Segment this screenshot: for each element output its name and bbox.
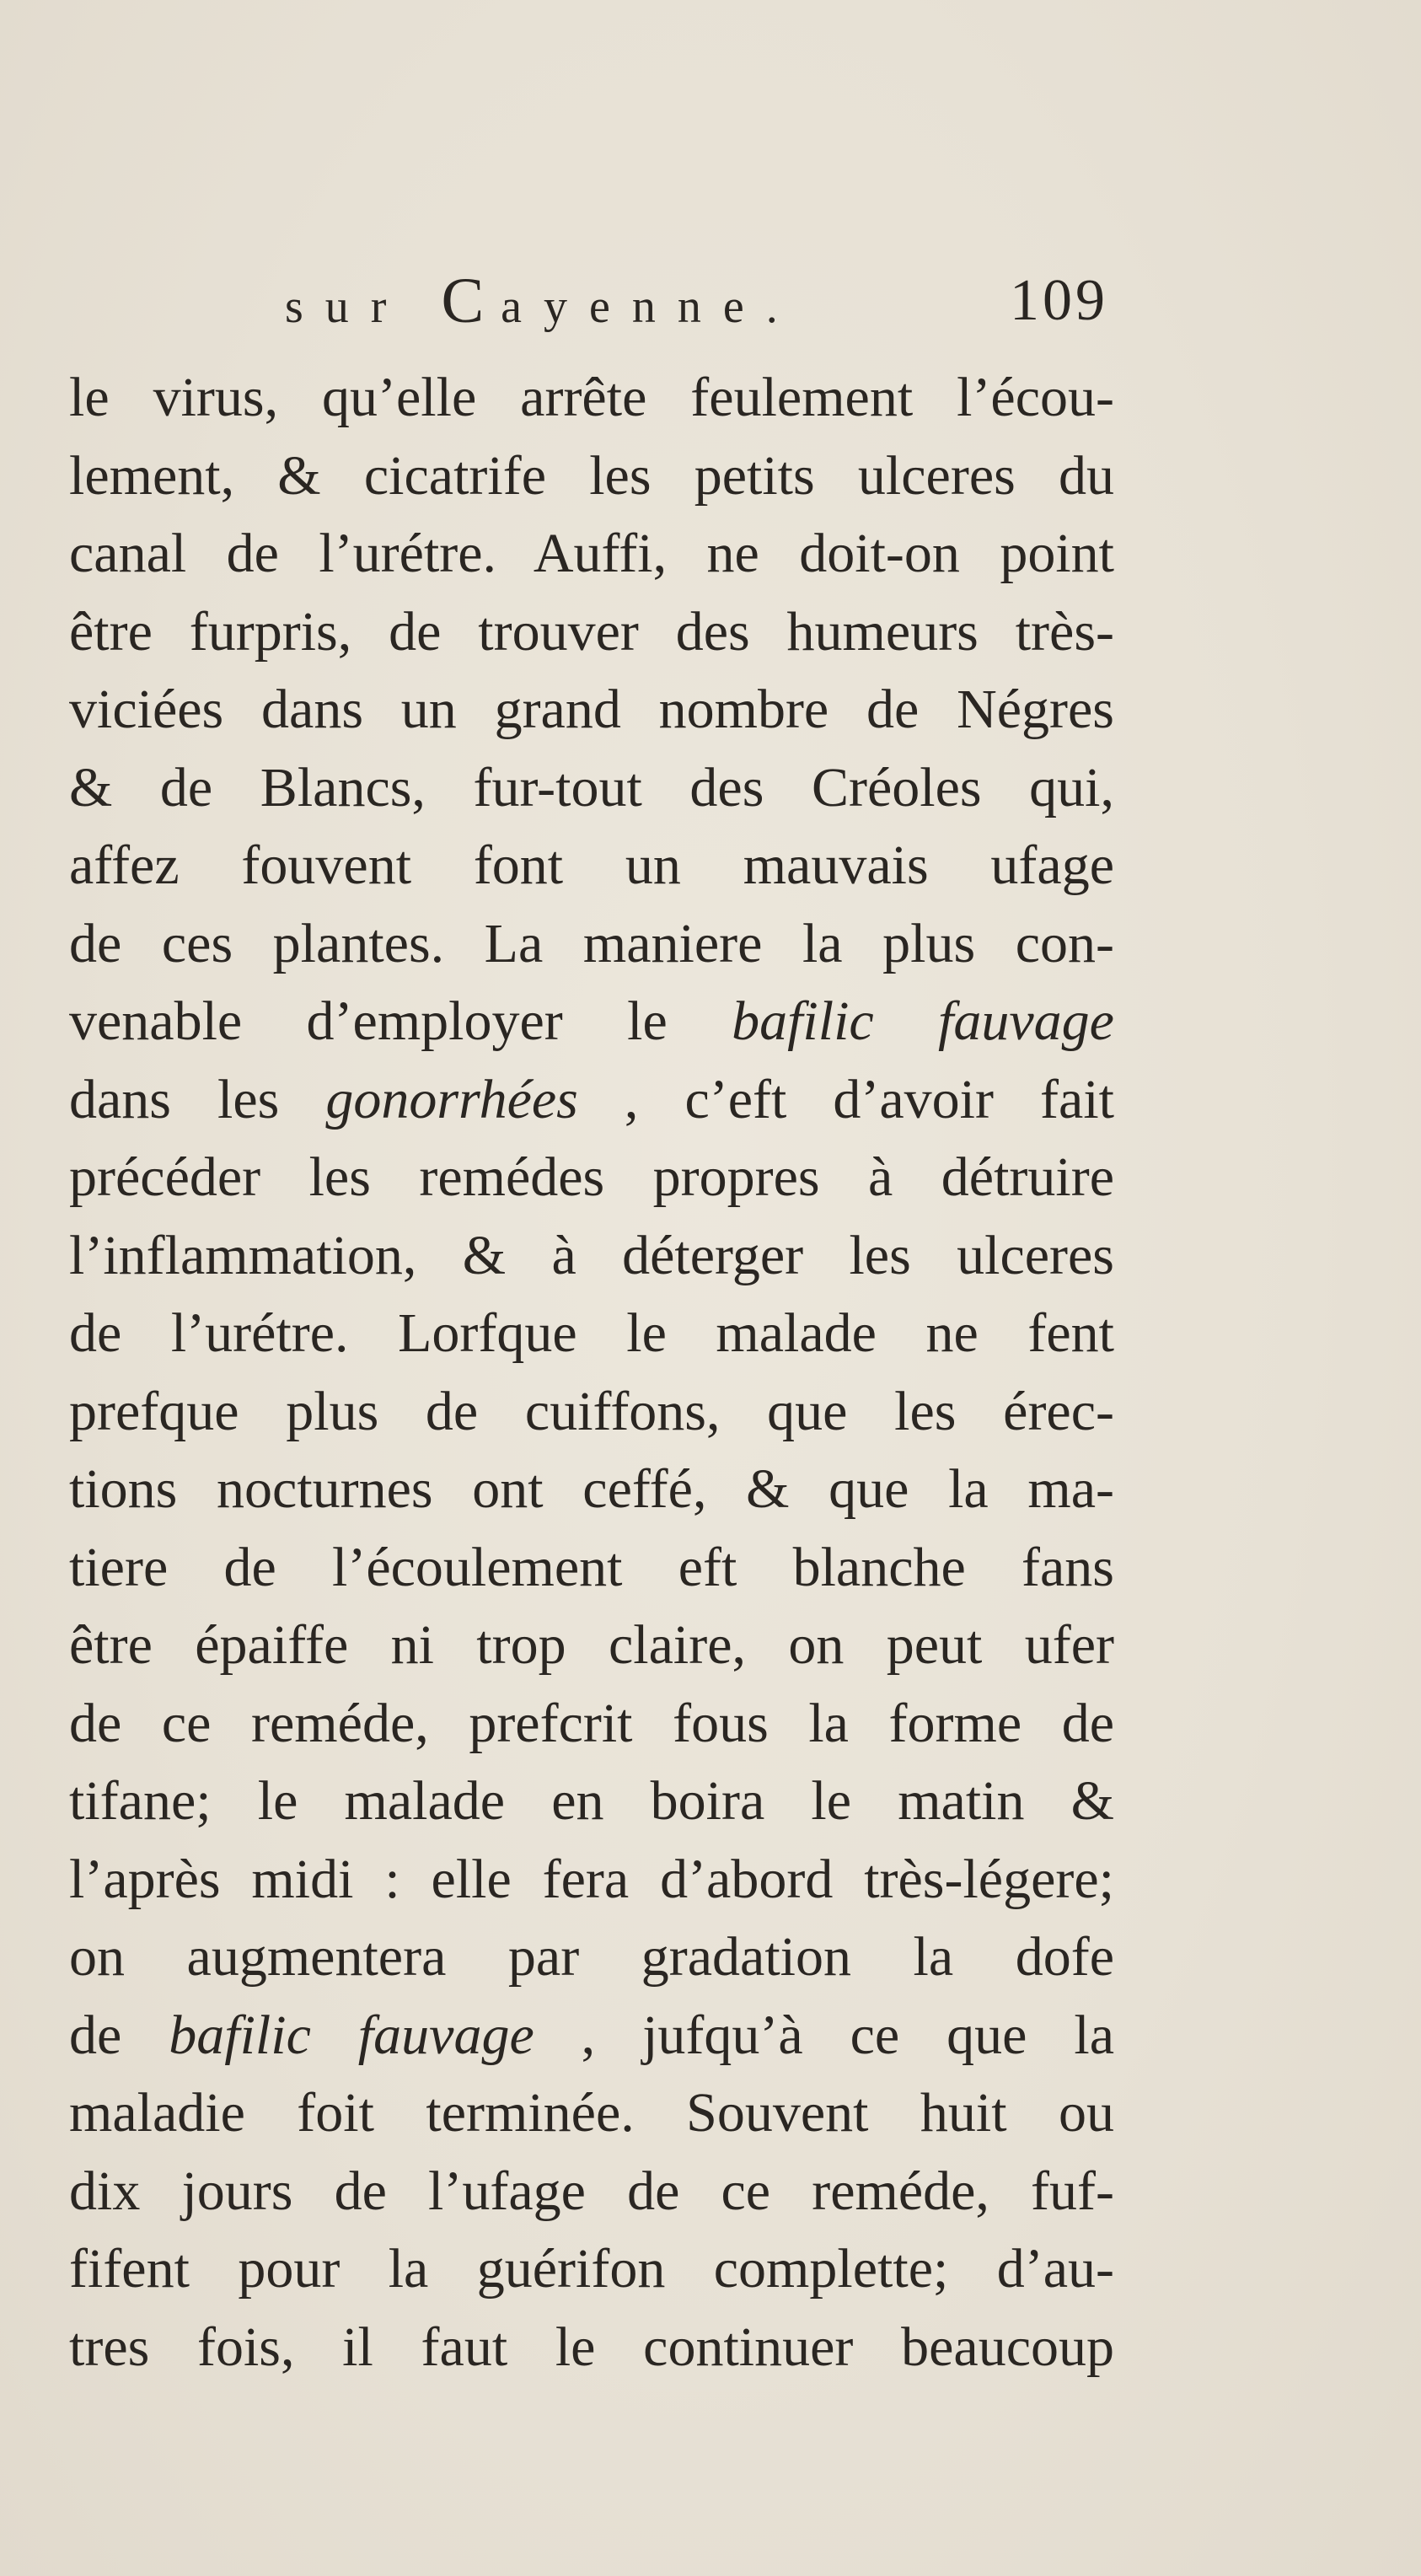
text-line — [69, 1295, 1114, 1373]
text-line — [69, 1763, 1114, 1841]
italic-term: gonorrhées — [325, 1068, 578, 1130]
text-run: prefque plus de cuiffons, que les érec- — [69, 1380, 1114, 1442]
text-line — [69, 437, 1114, 516]
running-title-rest: ayenne. — [501, 281, 800, 333]
text-line — [69, 359, 1114, 437]
text-line — [69, 905, 1114, 984]
text-line — [69, 749, 1114, 828]
italic-term: bafilic fauvage — [169, 2004, 534, 2066]
text-line — [69, 515, 1114, 593]
text-run: de — [69, 2004, 169, 2066]
text-run: de ces plantes. La maniere la plus con- — [69, 912, 1114, 974]
text-run: être furpris, de trouver des humeurs très- — [69, 600, 1114, 663]
text-line — [69, 2230, 1114, 2309]
text-line — [69, 2153, 1114, 2231]
text-run: fifent pour la guérifon complette; d’au- — [69, 2238, 1114, 2300]
text-run: dans les — [69, 1068, 326, 1130]
running-title — [285, 263, 800, 345]
text-run: l’après midi : elle fera d’abord très-légere; — [69, 1848, 1114, 1910]
text-line — [69, 1373, 1114, 1452]
body-text — [69, 359, 1114, 2386]
text-run: tions nocturnes ont ceffé, & que la ma- — [69, 1458, 1114, 1520]
text-line — [69, 1061, 1114, 1140]
text-run: lement, & cicatrife les petits ulceres du — [69, 444, 1114, 507]
text-run: être épaiffe ni trop claire, on peut ufer — [69, 1614, 1114, 1676]
text-line — [69, 827, 1114, 905]
running-title-initial: C — [441, 266, 501, 336]
running-title-prefix: sur — [285, 281, 409, 333]
text-run: , c’eft d’avoir fait — [577, 1068, 1114, 1130]
text-run: le virus, qu’elle arrête feulement l’écou- — [69, 367, 1114, 428]
text-line — [69, 593, 1114, 672]
text-line — [69, 1139, 1114, 1217]
italic-term: bafilic fauvage — [732, 990, 1114, 1052]
page-header — [285, 263, 1128, 339]
text-line — [69, 1217, 1114, 1296]
text-run: de l’urétre. Lorfque le malade ne fent — [69, 1302, 1114, 1364]
text-run: tiere de l’écoulement eft blanche fans — [69, 1536, 1114, 1598]
text-run: venable d’employer le — [69, 990, 732, 1052]
text-line — [69, 1997, 1114, 2075]
text-run: on augmentera par gradation la dofe — [69, 1926, 1114, 1988]
page-number: 109 — [1010, 268, 1108, 333]
text-run: , jufqu’à ce que la — [534, 2004, 1114, 2066]
text-line — [69, 2074, 1114, 2153]
text-run: précéder les remédes propres à détruire — [69, 1146, 1114, 1208]
text-run: maladie foit terminée. Souvent huit ou — [69, 2082, 1114, 2144]
text-run: tifane; le malade en boira le matin & — [69, 1770, 1114, 1832]
text-run: canal de l’urétre. Auffi, ne doit-on point — [69, 523, 1114, 584]
text-line — [69, 1919, 1114, 1997]
text-line — [69, 1841, 1114, 1919]
text-run: & de Blancs, fur-tout des Créoles qui, — [69, 756, 1114, 818]
text-run: viciées dans un grand nombre de Négres — [69, 679, 1114, 740]
text-line — [69, 671, 1114, 749]
text-line — [69, 1451, 1114, 1529]
text-line — [69, 1607, 1114, 1685]
text-line — [69, 2309, 1114, 2387]
text-line — [69, 1685, 1114, 1763]
text-line — [69, 1529, 1114, 1607]
text-run: de ce reméde, prefcrit fous la forme de — [69, 1692, 1114, 1754]
text-run: l’inflammation, & à déterger les ulceres — [69, 1224, 1114, 1286]
text-run: dix jours de l’ufage de ce reméde, fuf- — [69, 2160, 1114, 2222]
text-run: tres fois, il faut le continuer beaucoup — [69, 2316, 1114, 2378]
text-line — [69, 983, 1114, 1061]
text-run: affez fouvent font un mauvais ufage — [69, 835, 1114, 896]
